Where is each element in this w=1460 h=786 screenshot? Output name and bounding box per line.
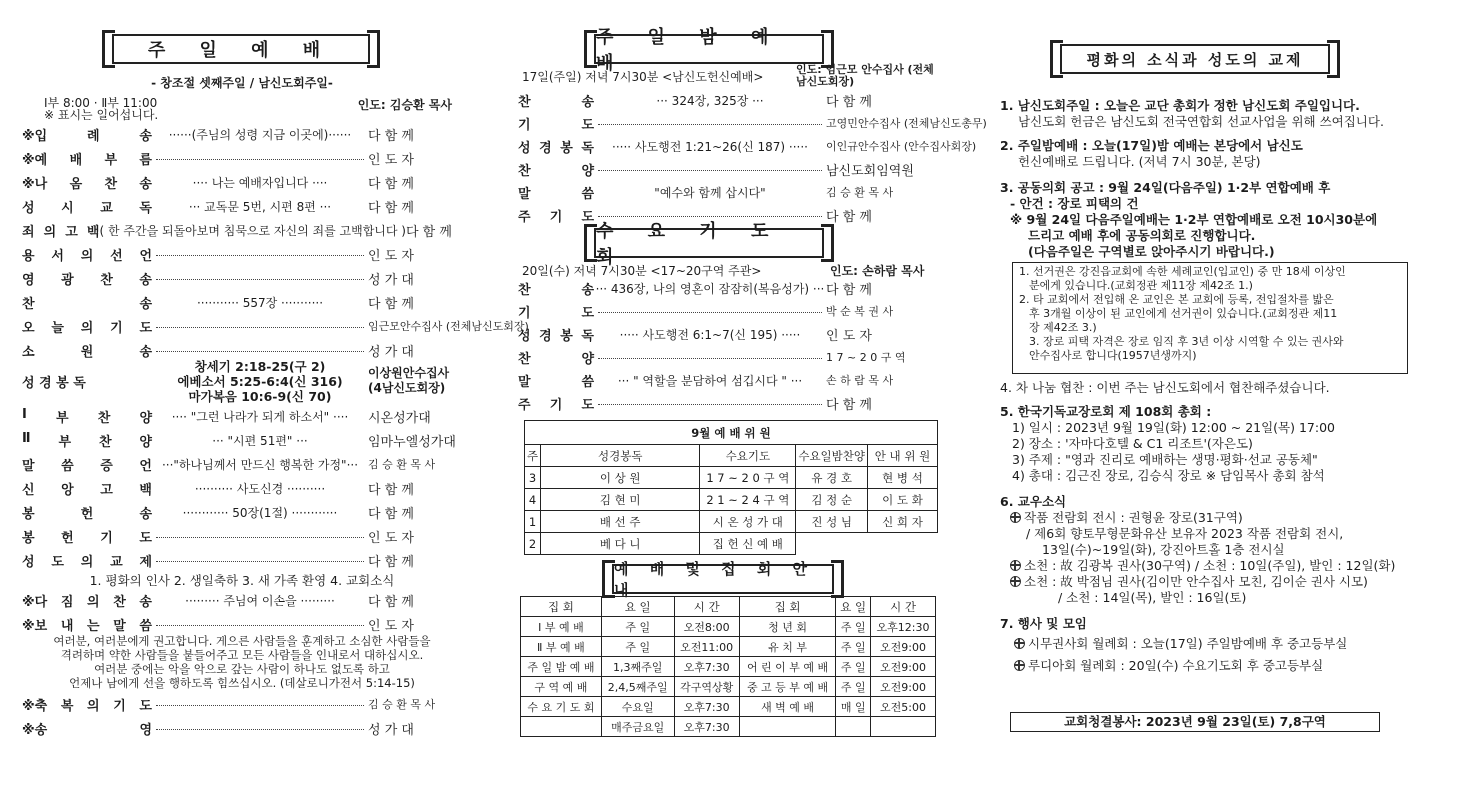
schedule-cell: 오전9:00: [871, 657, 936, 677]
order-item-label: ※송 영: [22, 722, 152, 738]
scripture-line-3: 마가복음 10:6-9(신 70): [188, 388, 332, 404]
schedule-cell: 매 일: [836, 697, 871, 717]
order-item-person: 다 함 께: [368, 176, 414, 192]
order-row: [22, 146, 462, 170]
schedule-cell: 각구역상황: [674, 677, 739, 697]
schedule-cell: 오전9:00: [871, 677, 936, 697]
order-row: [22, 290, 462, 314]
wednesday-header: 20일(수) 저녁 7시30분 <17~20구역 주관>: [522, 264, 762, 278]
schedule-header-cell: 요 일: [601, 597, 674, 617]
order-item-detail: ··· 436장, 나의 영혼이 잠잠히(복음성가) ···: [595, 281, 825, 296]
fellowship-items: 1. 평화의 인사 2. 생일축하 3. 새 가족 환영 4. 교회소식: [89, 573, 395, 588]
committee-cell: 1 7 ~ 2 0 구 역: [700, 467, 796, 489]
schedule-cell: 수 요 기 도 회: [521, 697, 602, 717]
schedule-cell: 오후7:30: [674, 697, 739, 717]
evening-leader: 인도: 임근모 안수집사 (전체남신도회장): [796, 63, 934, 88]
evening-worship-column: [518, 0, 987, 786]
dot-leader: [598, 397, 822, 405]
committee-table: [524, 420, 938, 555]
order-item-label: ※나 옴 찬 송: [22, 176, 152, 192]
order-item-detail: ( 한 주간을 되돌아보며 침묵으로 자신의 죄를 고백합니다 ): [99, 223, 406, 238]
scripture-line-2: 에베소서 5:25-6:4(신 316): [177, 373, 343, 389]
order-row: [22, 524, 462, 548]
schedule-cell: [871, 717, 936, 737]
order-item-person: 인 도 자: [368, 152, 414, 168]
election-rule-line: 1. 선거권은 강진읍교회에 속한 세례교인(입교인) 중 만 18세 이상인: [1019, 265, 1346, 278]
order-row: [22, 404, 462, 428]
dot-leader: [156, 152, 364, 160]
committee-header-cell: 안 내 위 원: [868, 445, 938, 467]
committee-cell: 1: [525, 511, 541, 533]
order-item-person: 1 7 ~ 2 0 구 역: [826, 351, 906, 364]
order-item-person: 다 함 께: [368, 506, 414, 522]
committee-cell: 현 병 석: [868, 467, 938, 489]
order-item-label: 신 앙 고 백: [22, 482, 152, 498]
order-item-person: 김 승 환 목 사: [368, 698, 436, 711]
order-item-label: 기 도: [518, 117, 594, 133]
news-3d: (다음주일은 구역별로 앉아주시기 바랍니다.): [1028, 244, 1275, 259]
schedule-cell: 어 린 이 부 예 배: [739, 657, 836, 677]
sending-line: 여러분 중에는 악을 악으로 갚는 사람이 하나도 없도록 하고: [94, 662, 390, 676]
order-item-label: 죄 의 고 백: [22, 224, 100, 240]
order-item-label: 주 기 도: [518, 209, 594, 225]
order-item-label: 찬 송: [518, 94, 594, 110]
schedule-cell: [836, 717, 871, 737]
order-row: [22, 314, 529, 338]
news-5b: 2) 장소 : '자마다호텔 & C1 리조트'(자은도): [1012, 436, 1253, 451]
news-6e: 소천 : 故 박점님 권사(김이만 안수집사 모친, 김이순 권사 시모): [1024, 574, 1368, 589]
order-item-label: 봉 헌 기 도: [22, 530, 152, 546]
committee-cell: 김 현 미: [541, 489, 700, 511]
committee-cell: 3: [525, 467, 541, 489]
news-column: [1000, 0, 1420, 786]
cross-icon: [1010, 576, 1021, 587]
election-rule-line: 3. 장로 피택 자격은 장로 임직 후 3년 이상 시역할 수 있는 권사와: [1029, 335, 1344, 348]
schedule-cell: 주 일: [836, 617, 871, 637]
order-item-person: 김 승 환 목 사: [368, 458, 436, 471]
order-item-person: 다 함 께: [405, 224, 452, 240]
evening-header: 17일(주일) 저녁 7시30분 <남신도헌신예배>: [522, 70, 764, 84]
election-rule-line: 2. 타 교회에서 전입해 온 교인은 본 교회에 등록, 전입절차를 밟은: [1019, 293, 1334, 306]
schedule-cell: Ⅰ 부 예 배: [521, 617, 602, 637]
cross-icon: [1010, 560, 1021, 571]
dot-leader: [156, 248, 364, 256]
schedule-cell: 주 일: [601, 637, 674, 657]
order-item-label: 주 기 도: [518, 397, 594, 413]
order-item-detail: ··· " 역할을 분담하여 섬깁시다 " ···: [617, 373, 803, 388]
scripture-line-1: 창세기 2:18-25(구 2): [194, 358, 326, 374]
schedule-title: 예 배 및 집 회 안 내: [612, 564, 834, 594]
news-7: 7. 행사 및 모임: [1000, 616, 1087, 631]
news-6d: 소천 : 故 김광복 권사(30구역) / 소천 : 10일(주일), 발인 : 12일(화): [1024, 558, 1396, 573]
news-1: 1. 남신도회주일 : 오늘은 교단 총회가 정한 남신도회 주일입니다.: [1000, 98, 1360, 113]
order-row: [22, 242, 462, 266]
order-item-person: 임근모안수집사 (전체남신도회장): [368, 320, 529, 333]
order-item-detail: ··· 교독문 5번, 시편 8편 ···: [188, 199, 332, 214]
order-item-person: 시온성가대: [368, 410, 431, 426]
schedule-header-cell: 시 간: [674, 597, 739, 617]
committee-cell: 진 성 님: [796, 511, 868, 533]
order-row: [22, 218, 462, 242]
schedule-table: [520, 596, 936, 737]
news-7a: 시무권사회 월례회 : 오늘(17일) 주일밤예배 후 중고등부실: [1028, 636, 1348, 651]
news-5d: 4) 총대 : 김근진 장로, 김승식 장로 ※ 담임목사 총회 참석: [1012, 468, 1325, 483]
order-item-person: 다 함 께: [826, 209, 872, 225]
order-item-label: 찬 양: [518, 163, 594, 179]
order-item-detail: ··· 324장, 325장 ···: [656, 93, 764, 108]
order-item-label: 성 시 교 독: [22, 200, 152, 216]
order-row: [22, 692, 462, 716]
schedule-cell: [739, 717, 836, 737]
order-item-label: ※입 례 송: [22, 128, 152, 144]
order-item-label: ※예 배 부 름: [22, 152, 152, 168]
news-3b: ※ 9월 24일 다음주일예배는 1·2부 연합예배로 오전 10시30분에: [1010, 212, 1378, 227]
order-item-detail: ···· "그런 나라가 되게 하소서" ····: [171, 409, 349, 424]
order-item-person: 다 함 께: [368, 128, 414, 144]
order-item-detail: ··········· 557장 ···········: [196, 295, 324, 310]
order-item-label: 성 경 봉 독: [518, 140, 594, 156]
committee-cell: 2: [525, 533, 541, 555]
news-2: 2. 주일밤예배 : 오늘(17일)밤 예배는 본당에서 남신도: [1000, 138, 1303, 153]
order-item-person: 박 순 복 권 사: [826, 305, 894, 318]
order-item-person: 남신도회임역원: [826, 163, 914, 179]
election-rule-line: 안수집사로 합니다(1957년생까지): [1029, 349, 1197, 362]
order-item-person: 다 함 께: [826, 282, 872, 298]
order-item-label: 오 늘 의 기 도: [22, 320, 152, 336]
order-item-label: 말 씀: [518, 186, 594, 202]
sending-line: 여러분, 여러분에게 권고합니다. 게으른 사람들을 훈계하고 소심한 사람들을: [53, 634, 431, 648]
order-item-person: 손 하 람 목 사: [826, 374, 894, 387]
order-row: [22, 266, 462, 290]
order-item-label: Ⅰ 부 찬 양: [22, 406, 152, 426]
committee-cell: 신 희 자: [868, 511, 938, 533]
sunday-worship-column: [22, 0, 529, 786]
committee-header-cell: 주: [525, 445, 541, 467]
schedule-cell: 유 치 부: [739, 637, 836, 657]
order-row: [518, 322, 936, 346]
order-item-detail: ············ 50장(1절) ············: [182, 505, 338, 520]
order-row: [22, 428, 462, 452]
order-row: [22, 476, 462, 500]
schedule-header-cell: 집 회: [521, 597, 602, 617]
order-item-label: 소 원 송: [22, 344, 152, 360]
schedule-header-cell: 집 회: [739, 597, 836, 617]
order-row: [22, 452, 462, 476]
schedule-cell: 오전8:00: [674, 617, 739, 637]
order-row: [22, 122, 462, 146]
order-item-person: 고영민안수집사 (전체남신도총무): [826, 117, 987, 130]
schedule-cell: 중 고 등 부 예 배: [739, 677, 836, 697]
order-item-person: 김 승 환 목 사: [826, 186, 894, 199]
order-item-detail: "예수와 함께 삽시다": [654, 185, 766, 200]
committee-cell: 이 도 화: [868, 489, 938, 511]
worship-leader: 인도: 김승환 목사: [357, 98, 452, 112]
dot-leader: [598, 351, 822, 359]
committee-header-cell: 성경봉독: [541, 445, 700, 467]
news-5a: 1) 일시 : 2023년 9월 19일(화) 12:00 ~ 21일(목) 17:00: [1012, 420, 1336, 435]
order-item-person: 다 함 께: [368, 594, 414, 610]
order-row: [22, 588, 462, 612]
news-3: 3. 공동의회 공고 : 9월 24일(다음주일) 1·2부 연합예배 후: [1000, 180, 1331, 195]
dot-leader: [156, 698, 364, 706]
order-item-person: 인 도 자: [368, 530, 414, 546]
news-title: 평화의 소식과 성도의 교제: [1060, 44, 1330, 74]
order-item-label: 성 도 의 교 제: [22, 554, 152, 570]
scripture-reader: 이상원안수집사 (4남신도회장): [368, 366, 450, 395]
order-row: [518, 368, 936, 392]
election-rule-line: 장 제42조 3.): [1029, 321, 1097, 334]
order-item-label: ※다 짐 의 찬 송: [22, 594, 152, 610]
committee-header-cell: 수요일밤찬양: [796, 445, 868, 467]
news-3a: - 안건 : 장로 피택의 건: [1010, 196, 1139, 211]
stand-note: ※ 표시는 일어섭니다.: [44, 108, 159, 122]
dot-leader: [598, 305, 822, 313]
news-4: 4. 차 나눔 협찬 : 이번 주는 남신도회에서 협찬해주셨습니다.: [1000, 380, 1330, 395]
schedule-cell: 주 일: [836, 657, 871, 677]
order-row: [518, 391, 936, 415]
order-item-label: 기 도: [518, 305, 594, 321]
dot-leader: [156, 272, 364, 280]
order-item-person: 성 가 대: [368, 722, 414, 738]
order-row: [518, 345, 936, 369]
evening-worship-title: 주 일 밤 예 배: [594, 34, 824, 64]
scripture-key: 성 경 봉 독: [22, 375, 86, 391]
news-1b: 남신도회 헌금은 남신도회 전국연합회 선교사업을 위해 쓰여집니다.: [1018, 114, 1384, 129]
order-item-person: 다 함 께: [826, 397, 872, 413]
order-item-person: 다 함 께: [826, 94, 872, 110]
dot-leader: [156, 722, 364, 730]
news-6c: 13일(수)~19일(화), 강진아트홀 1층 전시실: [1042, 542, 1285, 557]
news-5: 5. 한국기독교장로회 제 108회 총회 :: [1000, 404, 1212, 419]
schedule-header-cell: 요 일: [836, 597, 871, 617]
news-6: 6. 교우소식: [1000, 494, 1067, 509]
schedule-cell: 2,4,5째주일: [601, 677, 674, 697]
schedule-cell: [521, 717, 602, 737]
order-item-person: 인 도 자: [368, 618, 414, 634]
schedule-cell: 오후7:30: [674, 657, 739, 677]
schedule-cell: 1,3째주일: [601, 657, 674, 677]
dot-leader: [598, 117, 822, 125]
committee-header-cell: 수요기도: [700, 445, 796, 467]
schedule-cell: 주 일 밤 예 배: [521, 657, 602, 677]
order-item-detail: ·········· 사도신경 ··········: [194, 481, 326, 496]
dot-leader: [598, 163, 822, 171]
order-item-person: 이인규안수집사 (안수집사회장): [826, 140, 977, 153]
news-5c: 3) 주제 : "영과 진리로 예배하는 생명·평화·선교 공동체": [1012, 452, 1318, 467]
order-row: [518, 134, 977, 158]
committee-cell: 4: [525, 489, 541, 511]
order-row: [22, 194, 462, 218]
schedule-cell: Ⅱ 부 예 배: [521, 637, 602, 657]
schedule-cell: 주 일: [836, 677, 871, 697]
order-item-label: 말 씀: [518, 374, 594, 390]
schedule-cell: 매주금요일: [601, 717, 674, 737]
order-item-person: 인 도 자: [368, 248, 414, 264]
schedule-cell: 오후12:30: [871, 617, 936, 637]
election-rule-line: 후 3개월 이상이 된 교인에게 선거권이 있습니다.(교회정관 제11: [1029, 307, 1338, 320]
order-item-detail: ···· 나는 예배자입니다 ····: [192, 175, 328, 190]
news-6a: 작품 전람회 전시 : 권형윤 장로(31구역): [1024, 510, 1243, 525]
committee-cell: 배 선 주: [541, 511, 700, 533]
order-item-person: 성 가 대: [368, 272, 414, 288]
committee-cell: 베 다 니: [541, 533, 700, 555]
order-item-label: ※보 내 는 말 씀: [22, 618, 152, 634]
sending-line: 언제나 남에게 선을 행하도록 힘쓰십시오. (데살로니가전서 5:14-15): [69, 676, 415, 690]
order-row: [22, 170, 462, 194]
schedule-header-cell: 시 간: [871, 597, 936, 617]
committee-title: 9월 예 배 위 원: [525, 421, 938, 445]
order-item-detail: ····· 사도행전 6:1~7(신 195) ·····: [619, 327, 801, 342]
election-rule-line: 분에게 있습니다.(교회정관 제11장 제42조 1.): [1029, 279, 1253, 292]
order-item-label: 용 서 의 선 언: [22, 248, 152, 264]
order-item-detail: ··· "시편 51편" ···: [212, 433, 308, 448]
committee-cell: 이 상 원: [541, 467, 700, 489]
order-item-detail: ···"하나님께서 만드신 행복한 가정"···: [161, 457, 359, 472]
schedule-cell: 오전11:00: [674, 637, 739, 657]
schedule-cell: 오후7:30: [674, 717, 739, 737]
news-6f: / 소천 : 14일(목), 발인 : 16일(토): [1058, 590, 1247, 605]
dot-leader: [156, 530, 364, 538]
schedule-cell: 구 역 예 배: [521, 677, 602, 697]
schedule-cell: 청 년 회: [739, 617, 836, 637]
order-item-label: 찬 양: [518, 351, 594, 367]
dot-leader: [156, 344, 364, 352]
order-item-person: 성 가 대: [368, 344, 414, 360]
order-item-person: 다 함 께: [368, 554, 414, 570]
order-item-label: 찬 송: [22, 296, 152, 312]
schedule-cell: 새 벽 예 배: [739, 697, 836, 717]
schedule-cell: 주 일: [836, 637, 871, 657]
schedule-cell: 오전9:00: [871, 637, 936, 657]
schedule-cell: 수요일: [601, 697, 674, 717]
order-item-person: 임마누엘성가대: [368, 434, 456, 450]
order-row: [518, 157, 936, 181]
order-item-label: 말 씀 증 언: [22, 458, 152, 474]
order-item-detail: ········· 주님여 이손을 ·········: [185, 593, 335, 608]
worship-times: Ⅰ부 8:00 · Ⅱ부 11:00: [44, 96, 158, 110]
order-item-label: 영 광 찬 송: [22, 272, 152, 288]
dot-leader: [156, 320, 364, 328]
cross-icon: [1014, 660, 1025, 671]
order-row: [518, 88, 936, 112]
committee-cell: 유 경 호: [796, 467, 868, 489]
schedule-cell: 주 일: [601, 617, 674, 637]
schedule-cell: 오전5:00: [871, 697, 936, 717]
order-row: [22, 500, 462, 524]
order-item-person: 다 함 께: [368, 482, 414, 498]
cross-icon: [1014, 638, 1025, 649]
committee-cell: 김 정 순: [796, 489, 868, 511]
dot-leader: [598, 209, 822, 217]
order-item-label: 성 경 봉 독: [518, 328, 594, 344]
order-row: [22, 716, 462, 740]
committee-cell: 2 1 ~ 2 4 구 역: [700, 489, 796, 511]
order-item-detail: ······(주님의 성령 지금 이곳에)······: [168, 127, 352, 142]
order-item-label: 찬 송: [518, 282, 594, 298]
dot-leader: [156, 618, 364, 626]
order-item-person: 다 함 께: [368, 200, 414, 216]
order-item-label: 봉 헌 송: [22, 506, 152, 522]
order-row: [22, 612, 462, 636]
news-2b: 헌신예배로 드립니다. (저녁 7시 30분, 본당): [1018, 154, 1261, 169]
news-3c: 드리고 예배 후에 공동의회로 진행합니다.: [1028, 228, 1256, 243]
worship-subtitle: - 창조절 셋째주일 / 남신도회주일-: [151, 76, 333, 90]
order-item-label: ※축 복 의 기 도: [22, 698, 152, 714]
wednesday-leader: 인도: 손하람 목사: [830, 264, 925, 278]
order-row: [518, 111, 987, 135]
order-row: [518, 276, 936, 300]
order-item-person: 다 함 께: [368, 296, 414, 312]
order-item-person: 인 도 자: [826, 328, 872, 344]
news-7b: 루디아회 월례회 : 20일(수) 수요기도회 후 중고등부실: [1028, 658, 1324, 673]
order-item-detail: ····· 사도행전 1:21~26(신 187) ·····: [612, 139, 808, 154]
order-row: [22, 548, 462, 572]
committee-cell: 집 헌 신 예 배: [700, 533, 796, 555]
wednesday-prayer-title: 수 요 기 도 회: [594, 228, 824, 258]
order-row: [518, 180, 936, 204]
sunday-worship-title: 주 일 예 배: [112, 34, 370, 64]
cross-icon: [1010, 512, 1021, 523]
dot-leader: [156, 554, 364, 562]
committee-cell: 시 온 성 가 대: [700, 511, 796, 533]
sending-line: 격려하며 약한 사람들을 붙들어주고 모든 사람들을 인내로서 대하십시오.: [60, 648, 424, 662]
news-6b: / 제6회 향토무형문화유산 보유자 2023 작품 전람회 전시,: [1026, 526, 1344, 541]
election-notice-box: [1012, 262, 1408, 374]
cleaning-service: 교회청결봉사: 2023년 9월 23일(토) 7,8구역: [1010, 712, 1380, 732]
order-item-label: Ⅱ 부 찬 양: [22, 430, 152, 450]
scripture-reading: [22, 357, 462, 405]
order-row: [518, 299, 936, 323]
